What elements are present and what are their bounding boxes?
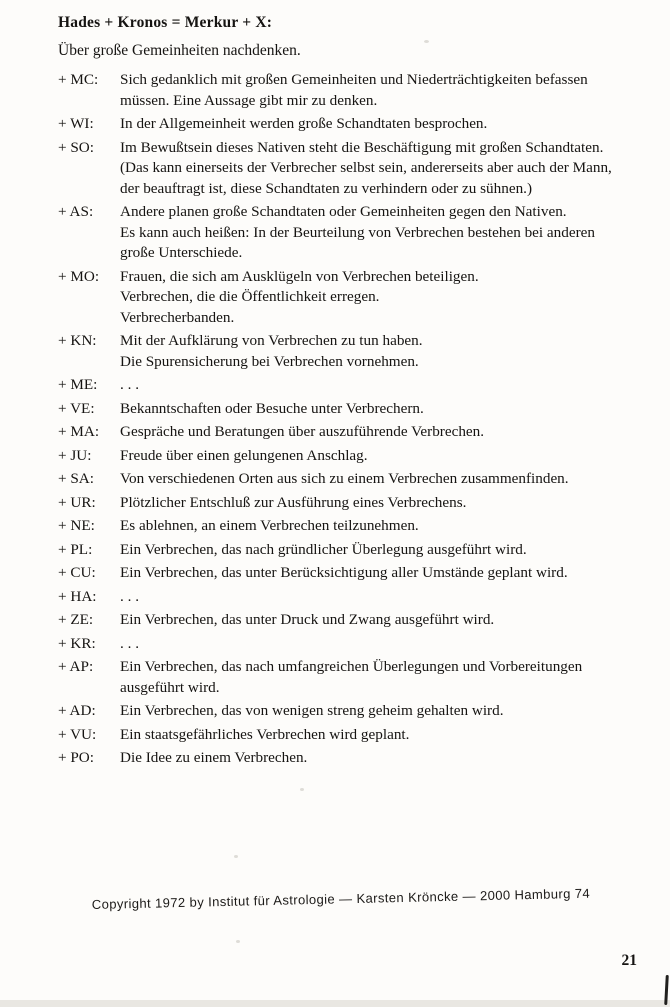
- scan-speck: [424, 40, 429, 43]
- entry-line: Von verschiedenen Orten aus sich zu einem Verbrechen zusammenfinden.: [120, 470, 569, 487]
- entry-text: [120, 446, 650, 467]
- entry-text: [120, 725, 650, 746]
- entry-line: In der Allgemeinheit werden große Schandtaten besprochen.: [120, 115, 488, 132]
- entry-text: [120, 748, 650, 769]
- entry-label: + MC:: [58, 71, 99, 88]
- copyright-line: Copyright 1972 by Institut für Astrologie — Karsten Kröncke — 2000 Hamburg 74: [91, 885, 591, 912]
- entry-label: + NE:: [58, 517, 95, 534]
- entry-row: [58, 375, 650, 396]
- entry-row: [58, 446, 650, 467]
- entry-text: [120, 70, 650, 111]
- entry-line: Ein Verbrechen, das nach umfangreichen Überlegungen und Vorbereitungen: [120, 658, 583, 675]
- entry-text: [120, 375, 650, 396]
- scan-speck: [300, 788, 304, 791]
- entry-label: + HA:: [58, 587, 97, 605]
- entry-row: [58, 114, 650, 135]
- entry-label: + ZE:: [58, 611, 94, 628]
- entry-row: [58, 399, 650, 420]
- entry-text: [120, 114, 650, 135]
- entry-line: Frauen, die sich am Ausklügeln von Verbrechen beteiligen.: [120, 267, 479, 285]
- entry-line: Die Spurensicherung bei Verbrechen vornehmen.: [120, 352, 419, 370]
- entry-text: [120, 516, 650, 537]
- entry-text: [120, 422, 650, 443]
- entry-row: [58, 563, 650, 584]
- entry-row: [58, 331, 650, 372]
- entry-line: Die Idee zu einem Verbrechen.: [120, 749, 308, 766]
- entry-list: [58, 70, 650, 772]
- entry-label: + CU:: [58, 564, 96, 581]
- entry-line: müssen. Eine Aussage gibt mir zu denken.: [120, 91, 378, 109]
- entry-line: Im Bewußtsein dieses Nativen steht die Beschäftigung mit großen Schandtaten.: [120, 138, 604, 156]
- entry-label: + KR:: [58, 634, 96, 652]
- entry-text: [120, 399, 650, 420]
- entry-text: [120, 202, 650, 264]
- entry-text: [120, 701, 650, 722]
- entry-line: . . .: [120, 376, 139, 393]
- entry-line: . . .: [120, 587, 139, 605]
- entry-line: Bekanntschaften oder Besuche unter Verbrechern.: [120, 399, 424, 417]
- entry-row: [58, 267, 650, 329]
- entry-row: [58, 587, 650, 608]
- entry-label: + PL:: [58, 540, 93, 558]
- entry-row: [58, 138, 650, 200]
- entry-label: + AP:: [58, 658, 94, 675]
- entry-label: + KN:: [58, 332, 97, 349]
- entry-row: [58, 748, 650, 769]
- entry-line: Gespräche und Beratungen über auszuführende Verbrechen.: [120, 423, 485, 440]
- entry-row: [58, 701, 650, 722]
- entry-row: [58, 610, 650, 631]
- entry-row: [58, 516, 650, 537]
- entry-label: + JU:: [58, 446, 92, 464]
- scan-speck: [236, 940, 240, 943]
- entry-label: + MA:: [58, 423, 100, 440]
- entry-text: [120, 540, 650, 561]
- page-number: 21: [621, 952, 637, 969]
- entry-line: ausgeführt wird.: [120, 678, 220, 696]
- entry-text: [120, 587, 650, 608]
- entry-line: Verbrechen, die die Öffentlichkeit erregen.: [120, 288, 380, 305]
- entry-line: Ein Verbrechen, das nach gründlicher Überlegung ausgeführt wird.: [120, 540, 527, 558]
- entry-row: [58, 725, 650, 746]
- entry-row: [58, 70, 650, 111]
- entry-label: + SO:: [58, 138, 94, 156]
- entry-line: Mit der Aufklärung von Verbrechen zu tun haben.: [120, 332, 423, 349]
- entry-line: Sich gedanklich mit großen Gemeinheiten und Niederträchtigkeiten befassen: [120, 71, 588, 88]
- scan-speck: [234, 855, 238, 858]
- entry-text: [120, 657, 650, 698]
- entry-label: + UR:: [58, 493, 96, 511]
- entry-line: Ein Verbrechen, das unter Berücksichtigung aller Umstände geplant wird.: [120, 564, 568, 581]
- entry-label: + AS:: [58, 203, 94, 220]
- page-title: Hades + Kronos = Merkur + X:: [58, 14, 273, 31]
- entry-row: [58, 540, 650, 561]
- entry-line: Ein Verbrechen, das von wenigen streng geheim gehalten wird.: [120, 702, 504, 719]
- entry-line: große Unterschiede.: [120, 244, 243, 261]
- entry-label: + VE:: [58, 399, 95, 417]
- entry-line: . . .: [120, 634, 139, 652]
- entry-label: + SA:: [58, 470, 94, 487]
- entry-row: [58, 202, 650, 264]
- entry-line: Andere planen große Schandtaten oder Gemeinheiten gegen den Nativen.: [120, 203, 567, 220]
- entry-row: [58, 634, 650, 655]
- entry-line: Es ablehnen, an einem Verbrechen teilzunehmen.: [120, 517, 419, 534]
- entry-label: + ME:: [58, 376, 98, 393]
- page-subtitle: Über große Gemeinheiten nachdenken.: [58, 42, 301, 59]
- entry-label: + WI:: [58, 115, 94, 132]
- entry-text: [120, 563, 650, 584]
- scan-bottom-edge: [0, 1000, 670, 1007]
- entry-label: + VU:: [58, 725, 97, 743]
- entry-text: [120, 267, 650, 329]
- entry-label: + AD:: [58, 702, 96, 719]
- entry-text: [120, 331, 650, 372]
- entry-row: [58, 493, 650, 514]
- entry-line: Freude über einen gelungenen Anschlag.: [120, 446, 368, 464]
- entry-label: + PO:: [58, 749, 94, 766]
- entry-text: [120, 469, 650, 490]
- entry-line: (Das kann einerseits der Verbrecher selbst sein, andererseits aber auch der Mann,: [120, 159, 612, 176]
- entry-text: [120, 138, 650, 200]
- entry-line: Verbrecherbanden.: [120, 308, 235, 326]
- entry-text: [120, 493, 650, 514]
- entry-row: [58, 469, 650, 490]
- entry-label: + MO:: [58, 267, 100, 285]
- entry-line: Plötzlicher Entschluß zur Ausführung eines Verbrechens.: [120, 493, 467, 511]
- entry-line: Ein Verbrechen, das unter Druck und Zwang ausgeführt wird.: [120, 611, 495, 628]
- entry-line: Ein staatsgefährliches Verbrechen wird geplant.: [120, 725, 410, 743]
- entry-line: der beauftragt ist, diese Schandtaten zu verhindern oder zu sühnen.): [120, 179, 533, 197]
- entry-line: Es kann auch heißen: In der Beurteilung von Verbrechen bestehen bei anderen: [120, 223, 595, 241]
- entry-text: [120, 634, 650, 655]
- entry-row: [58, 422, 650, 443]
- entry-row: [58, 657, 650, 698]
- entry-text: [120, 610, 650, 631]
